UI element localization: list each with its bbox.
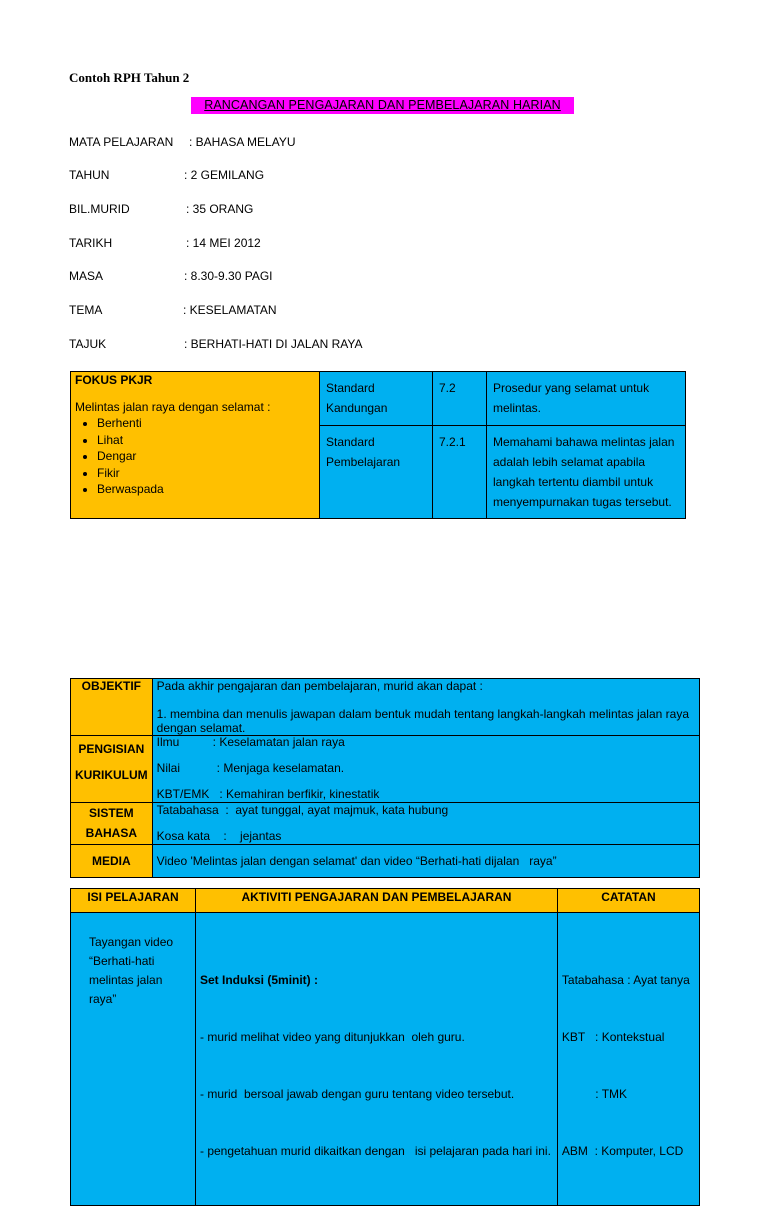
standards-table [70,371,686,519]
activity-line: - murid bersoal jawab dengan guru tentang video tersebut. [200,1087,515,1101]
activity-line: - murid melihat video yang ditunjukkan oleh guru. [200,1030,465,1044]
catatan-line: Tatabahasa : Ayat tanya [561,973,690,987]
set-induksi-title: Set Induksi (5minit) : [200,973,319,987]
standard-pembelajaran-code: 7.2.1 [433,426,487,519]
sistem-bahasa-content [152,803,699,845]
info-value-theme: : KESELAMATAN [183,303,277,317]
lesson-details-table [70,678,700,878]
isi-pelajaran-cell [71,913,196,1206]
info-label-time: MASA [69,269,104,283]
fokus-item: • Fikir [97,465,315,482]
objektif-line1: Pada akhir pengajaran dan pembelajaran, murid akan dapat : [156,679,483,693]
main-title: RANCANGAN PENGAJARAN DAN PEMBELAJARAN HARIAN [191,97,574,114]
fokus-item: • Dengar [97,448,315,465]
sistem-kosa-kata: Kosa kata : jejantas [156,829,282,843]
standard-pembelajaran-label: Standard Pembelajaran [320,426,433,519]
pengisian-content [152,736,699,803]
info-label-theme: TEMA [69,303,103,317]
info-label-subject: MATA PELAJARAN [69,135,174,149]
activity-line: - pengetahuan murid dikaitkan dengan isi pelajaran pada hari ini. [200,1144,551,1158]
media-label: MEDIA [71,845,153,878]
pengisian-label: PENGISIAN KURIKULUM [71,736,153,803]
objektif-content [152,679,699,736]
fokus-item: • Lihat [97,432,315,449]
standard-kandungan-desc: Prosedur yang selamat untuk melintas. [487,372,686,426]
sistem-tatabahasa: Tatabahasa : ayat tunggal, ayat majmuk, kata hubung [156,803,449,817]
standard-kandungan-label: Standard Kandungan [320,372,433,426]
activities-table [70,888,700,1206]
info-label-year: TAHUN [69,168,110,182]
media-content: Video 'Melintas jalan dengan selamat' dan video “Berhati-hati dijalan raya” [152,845,699,878]
info-value-subject: : BAHASA MELAYU [189,135,296,149]
sistem-bahasa-label: SISTEM BAHASA [71,803,153,845]
catatan-cell [557,913,699,1206]
info-value-date: : 14 MEI 2012 [186,236,261,250]
header-aktiviti: AKTIVITI PENGAJARAN DAN PEMBELAJARAN [196,889,558,913]
info-value-topic: : BERHATI-HATI DI JALAN RAYA [184,337,363,351]
catatan-line: KBT : Kontekstual [561,1030,665,1044]
pengisian-ilmu: Ilmu : Keselamatan jalan raya [156,735,345,749]
standard-pembelajaran-desc: Memahami bahawa melintas jalan adalah lebih selamat apabila langkah tertentu diambil untuk menyempurnakan tugas tersebut. [487,426,686,519]
fokus-intro: Melintas jalan raya dengan selamat : [75,400,271,414]
header-catatan: CATATAN [557,889,699,913]
isi-line: “Berhati-hati [89,954,155,968]
fokus-item: • Berhenti [97,415,315,432]
info-label-topic: TAJUK [69,337,107,351]
catatan-line: ABM : Komputer, LCD [561,1144,684,1158]
fokus-cell [71,372,320,519]
info-value-year: : 2 GEMILANG [184,168,265,182]
fokus-title: FOKUS PKJR [75,373,153,387]
isi-line: melintas jalan raya” [89,973,163,1006]
standard-kandungan-code: 7.2 [433,372,487,426]
pengisian-nilai: Nilai : Menjaga keselamatan. [156,761,345,775]
info-label-date: TARIKH [69,236,113,250]
catatan-line: : TMK [561,1087,628,1101]
objektif-line2: 1. membina dan menulis jawapan dalam bentuk mudah tentang langkah-langkah melintas jalan raya dengan selamat. [156,707,689,735]
info-value-time: : 8.30-9.30 PAGI [184,269,273,283]
header-isi-pelajaran: ISI PELAJARAN [71,889,196,913]
objektif-label: OBJEKTIF [71,679,153,736]
info-value-students: : 35 ORANG [186,202,254,216]
info-label-students: BIL.MURID [69,202,130,216]
fokus-item: • Berwaspada [97,481,315,498]
fokus-body [75,399,315,498]
fokus-list [75,415,315,498]
pengisian-kbt: KBT/EMK : Kemahiran berfikir, kinestatik [156,787,380,801]
isi-line: Tayangan video [89,935,174,949]
aktiviti-cell [196,913,558,1206]
document-title: Contoh RPH Tahun 2 [69,70,190,85]
